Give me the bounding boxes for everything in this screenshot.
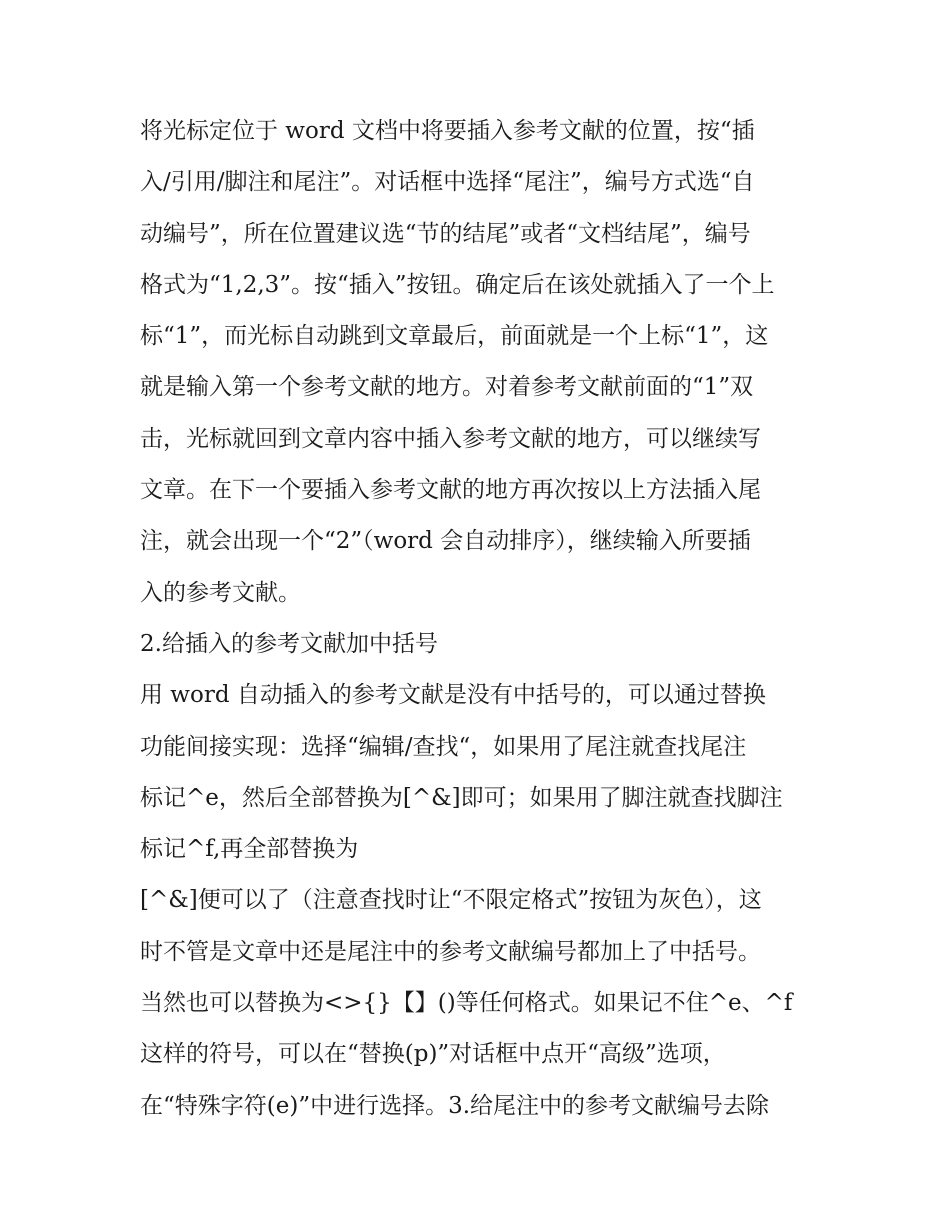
- text-line: 格式为“1,2,3”。按“插入”按钮。确定后在该处就插入了一个上: [140, 271, 775, 298]
- text-line: 这样的符号，可以在“替换(p)”对话框中点开“高级”选项，: [140, 1041, 726, 1068]
- text-line: 标“1”，而光标自动跳到文章最后，前面就是一个上标“1”，这: [140, 323, 769, 350]
- text-line: 注，就会出现一个“2”（word 会自动排序），继续输入所要插: [140, 528, 751, 555]
- text-line: 动编号”，所在位置建议选“节的结尾”或者“文档结尾”，编号: [140, 220, 751, 247]
- text-line: 时不管是文章中还是尾注中的参考文献编号都加上了中括号。: [140, 938, 761, 965]
- text-line: 就是输入第一个参考文献的地方。对着参考文献前面的“1”双: [140, 374, 754, 401]
- text-line: 功能间接实现：选择“编辑/查找“，如果用了尾注就查找尾注: [140, 733, 747, 760]
- text-line: 用 word 自动插入的参考文献是没有中括号的，可以通过替换: [140, 682, 766, 709]
- text-line: [^&]便可以了（注意查找时让“不限定格式”按钮为灰色），这: [140, 887, 762, 914]
- section-heading: 2.给插入的参考文献加中括号: [140, 630, 438, 657]
- text-line: 击，光标就回到文章内容中插入参考文献的地方，可以继续写: [140, 425, 761, 452]
- text-line: 在“特殊字符(e)”中进行选择。3.给尾注中的参考文献编号去除: [140, 1092, 770, 1119]
- text-line: 入/引用/脚注和尾注”。对话框中选择“尾注”，编号方式选“自: [140, 169, 755, 196]
- text-line: 标记^f,再全部替换为: [140, 836, 359, 863]
- text-line: 入的参考文献。: [140, 579, 301, 606]
- text-line: 当然也可以替换为<>{}【】()等任何格式。如果记不住^e、^f: [140, 990, 793, 1017]
- text-line: 标记^e，然后全部替换为[^&]即可；如果用了脚注就查找脚注: [140, 784, 783, 811]
- text-line: 将光标定位于 word 文档中将要插入参考文献的位置，按“插: [140, 118, 755, 144]
- text-line: 文章。在下一个要插入参考文献的地方再次按以上方法插入尾: [140, 477, 761, 504]
- document-body: [140, 106, 830, 1132]
